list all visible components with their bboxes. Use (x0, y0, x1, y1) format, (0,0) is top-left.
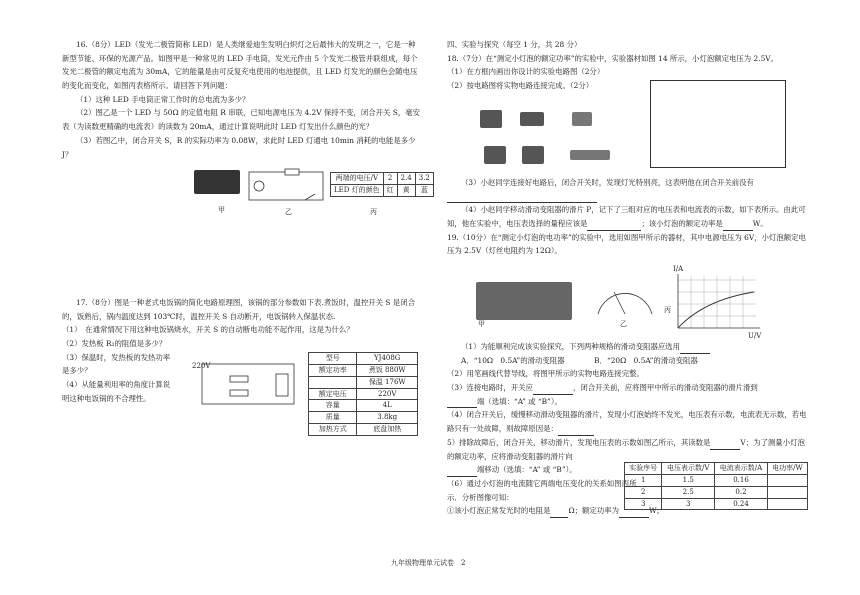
table-cell[interactable] (767, 486, 807, 498)
q16-part3: （3）若图乙中，闭合开关 S，R 的实际功率为 0.08W，求此时 LED 灯通电 10min 消耗的电能是多少 J？ (62, 135, 416, 159)
experiment-data-table (624, 462, 808, 510)
q18-part4a: （4）小赵同学移动滑动变阻器的滑片 P，记下了三组对应的电压表和电流表的示数，如下表所示。由此可知，他在实验中，电压表选择的量程应该是 (447, 205, 806, 229)
circuit-drawing-box (650, 80, 786, 168)
voltmeter-dial (592, 280, 658, 320)
q17-part4b: 明这种电饭锅的不合理性。 (62, 393, 151, 403)
table-cell[interactable] (767, 474, 807, 486)
rice-cooker-params-table (308, 352, 418, 436)
table-cell: 2 (625, 486, 662, 498)
q19-part5a: 5）排除故障后，闭合开关，移动滑片，发现电压表的示数如图乙所示，其读数是 (447, 437, 711, 447)
param-cell: 煮饭 880W (357, 364, 418, 376)
param-cell: 3.8kg (357, 412, 418, 424)
led-color-table (330, 172, 434, 197)
q17-part3a: （3）保温时，发热板的发热功率 (62, 352, 171, 362)
q18-part3: （3）小赵同学连接好电路后，闭合开关时，发现灯光特别亮，这表明他在闭合开关前没有 (461, 178, 754, 187)
q19-part1: （1）为能顺利完成该实验探究，下列两种规格的滑动变阻器应选用 (461, 342, 681, 351)
q19-part5b: V；为了测量小灯泡的额定功率，应将滑动变阻器的滑片向 (447, 437, 805, 461)
q18-blank-range[interactable] (587, 222, 641, 231)
figure-label-yi: 乙 (285, 208, 292, 216)
q16-circuit-diagram (245, 168, 327, 204)
q19-part4a: （4）闭合开关后，缓慢移动滑动变阻器的滑片，发现小灯泡始终不发光，电压表有示数，电流表无示数，若电路只有一处故障，则故障原因是： (447, 410, 807, 434)
param-cell: 额定功率 (309, 364, 357, 376)
q19-blank-3c[interactable] (447, 399, 477, 408)
led-table-cell: 两端的电压/V (331, 173, 384, 185)
page-footer: 九年级物理单元试卷 2 (391, 559, 466, 567)
q19-blank-5a[interactable] (710, 441, 740, 450)
q19-part6b: ①该小灯泡正常发光时的电阻是 (447, 506, 551, 516)
q18-part4c: W。 (752, 219, 768, 229)
table-header-cell: 电压表示数/V (662, 463, 715, 475)
table-cell: 1 (625, 474, 662, 486)
q19-part2: （2）用笔画线代替导线，将图甲所示的实物电路连接完整。 (447, 369, 644, 379)
table-cell: 3 (625, 498, 662, 510)
table-cell: 1.5 (662, 474, 715, 486)
q16-part1: （1）这种 LED 手电筒正常工作时的总电流为多少？ (76, 94, 250, 104)
q17-part3b: 是多少？ (62, 366, 92, 376)
led-table-cell: 红 (383, 184, 397, 196)
q17-stem: 17.（8分）图是一种老式电饭锅的简化电路原理图，该锅的部分参数如下表.煮饭时，温控开关 S 是闭合的，饭熟后，锅内温度达到 103℃时，温控开关 S 自动断开，电饭锅转入保温状态. (62, 298, 415, 321)
voltmeter-image (522, 146, 544, 164)
param-cell: 底盘加热 (357, 424, 418, 436)
voltage-label: 220V (192, 362, 211, 370)
q19-part6c: Ω；额定功率为 (568, 506, 619, 516)
figure-label-bing: 丙 (370, 208, 377, 216)
ammeter-image (484, 146, 506, 164)
q18-stem: 18.（7分）在“测定小灯泡的额定功率”的实验中，实验器材如图 14 所示，小灯泡额定电压为 2.5V。 (447, 53, 779, 63)
graph-y-label: I/A (673, 265, 684, 273)
led-table-cell: 2.4 (397, 173, 415, 185)
q19-options: A．“10Ω 0.5A”的滑动变阻器 B．“20Ω 0.5A”的滑动变阻器 (461, 355, 698, 365)
q19-part6d: W。 (648, 506, 664, 516)
graph-x-label: U/V (748, 332, 762, 340)
q19-blank-6b[interactable] (550, 509, 568, 518)
table-cell: 0.24 (715, 498, 768, 510)
q19-fig-label-jia: 甲 (478, 320, 485, 328)
q19-apparatus-photo (476, 282, 572, 320)
q17-part4a: （4）从能量利用率的角度计算说 (62, 380, 171, 390)
param-cell: 加热方式 (309, 424, 357, 436)
param-cell: 容量 (309, 400, 357, 412)
q19-fig-label-bing: 丙 (664, 306, 671, 314)
param-cell (309, 376, 357, 388)
table-cell: 0.2 (715, 486, 768, 498)
param-cell: 额定电压 (309, 388, 357, 400)
q18-part2: （2）按电路图将实物电路连接完成。（2分） (447, 81, 594, 91)
table-cell[interactable] (767, 498, 807, 510)
led-table-cell: 3.2 (415, 173, 433, 185)
param-cell: YJ408G (357, 353, 418, 365)
table-cell: 2.5 (662, 486, 715, 498)
q18-blank-3[interactable] (447, 194, 597, 203)
table-header-cell: 电功率/W (767, 463, 807, 475)
q19-part3b: ，闭合开关前，应将图甲中所示的滑动变阻器的滑片滑到 (573, 383, 758, 393)
q19-blank-3a[interactable] (533, 386, 573, 395)
q19-blank-5c[interactable] (447, 468, 477, 477)
q18-part4b: ；该小灯泡的额定功率是 (641, 219, 723, 229)
q19-part5c: 端移动（选填：“A” 或 “B”）。 (477, 465, 577, 475)
led-table-cell: LED 灯的颜色 (331, 184, 384, 196)
table-cell: 3 (662, 498, 715, 510)
q19-part3a: （3）连接电路时，开关应 (447, 383, 534, 393)
q18-part1: （1）在方框内画出你设计的实验电路图（2分） (447, 67, 605, 77)
q16-stem: 16.（8分）LED（发光二极管简称 LED）是人类继爱迪生发明白炽灯之后最伟大的发明之一，它是一种新型节能、环保的光源产品。如图甲是一种常见的 LED 手电筒，发光元件由 5 个发光二极管并联组成，每个发光二极管的额定电流为 30mA，它的能量是由可反复充电使用的电池提供，且 LED 灯发光的颜色会随电压的变化而变化，如图丙表格所示。请回答下列问题： (62, 40, 418, 91)
led-table-cell: 蓝 (415, 184, 433, 196)
q19-fig-label-yi: 乙 (620, 320, 627, 328)
param-cell: 保温 176W (357, 376, 418, 388)
q18-continued (447, 176, 807, 258)
switch-image (570, 150, 610, 160)
led-table-cell: 2 (383, 173, 397, 185)
param-cell: 型号 (309, 353, 357, 365)
table-header-cell: 实验序号 (625, 463, 662, 475)
q19-part3c: 端（选填：“A” 或 “B”）。 (477, 396, 562, 406)
q19-blank-4[interactable] (558, 427, 594, 436)
section-4-title: 四、实验与探究（每空 1 分，共 28 分） (447, 40, 582, 49)
question-16 (62, 38, 420, 161)
rheostat-image (520, 112, 544, 126)
q19-stem: 19.（10分）在“测定小灯泡的电功率”的实验中，选用如图甲所示的器材，其中电源电压为 6V，小灯泡额定电压为 2.5V（灯丝电阻约为 12Ω）。 (447, 232, 806, 256)
param-cell: 质量 (309, 412, 357, 424)
bulb-image (572, 112, 592, 126)
battery-image (480, 110, 502, 128)
q19-part6a: （6）通过小灯泡的电流随它两端电压变化的关系如图丙所示．分析图像可知： (447, 478, 637, 502)
table-cell: 0.16 (715, 474, 768, 486)
q18-blank-power[interactable] (723, 222, 753, 231)
q19-blank-1[interactable] (680, 345, 710, 354)
q17-part2: （2）发热板 R₁的阻值是多少？ (62, 339, 167, 349)
param-cell: 4L (357, 400, 418, 412)
flashlight-photo (194, 170, 240, 194)
figure-label-jia: 甲 (218, 206, 225, 214)
param-cell: 220V (357, 388, 418, 400)
q16-part2: （2）图乙是一个 LED 与 50Ω 的定值电阻 R 串联，已知电源电压为 4.2V 保持不变，闭合开关 S，毫安表（为读数更精确的电流表）的读数为 20mA，通过计算说明此时 LED 灯发出什么颜色的光？ (62, 108, 420, 132)
q17-part1: （1） 在通常情况下用这种电饭锅烧水，开关 S 的自动断电功能不起作用，这是为什么？ (62, 325, 354, 335)
led-table-cell: 黄 (397, 184, 415, 196)
table-header-cell: 电流表示数/A (715, 463, 768, 475)
